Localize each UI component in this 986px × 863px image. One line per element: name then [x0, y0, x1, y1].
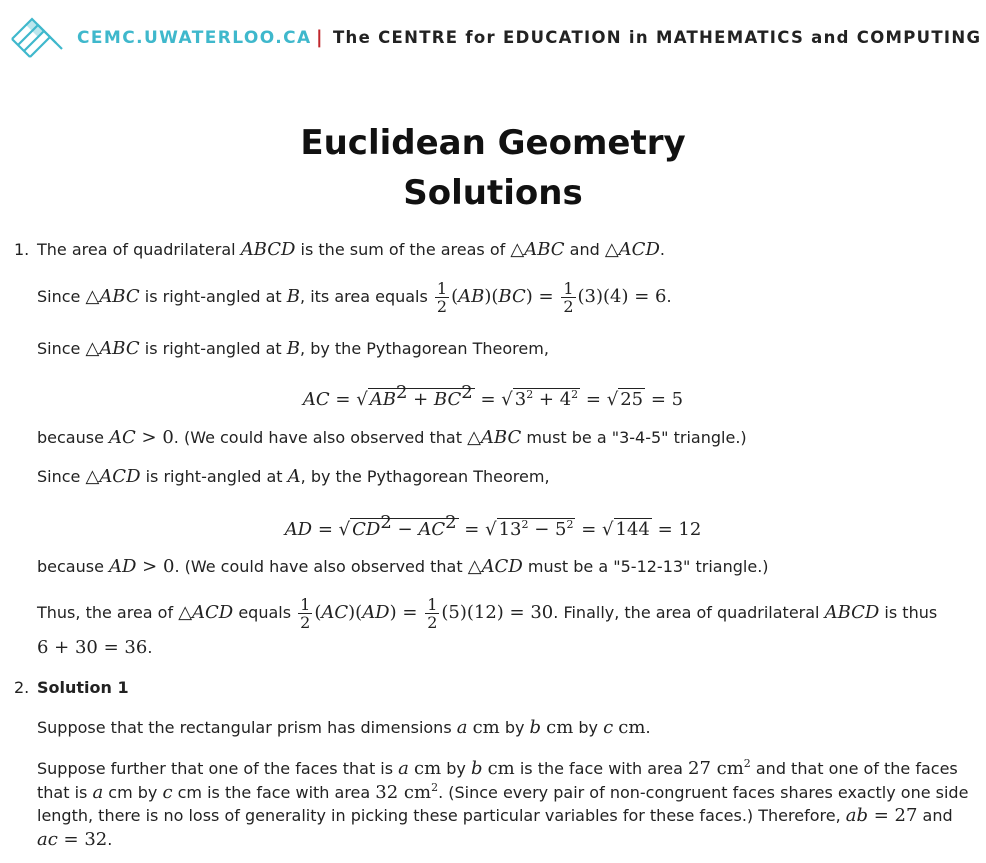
site-header [0, 0, 986, 78]
item1-line-2: Since △ABC is right-angled at B, its area equals $\frac{1}{2}$ (AB)(BC) = $\frac{1}{2}$ (3)(4) = 6. [37, 279, 672, 316]
item2-line-1: Suppose that the rectangular prism has dimensions a cm by b cm by c cm. [37, 717, 651, 738]
item2-line-4: length, there is no loss of generality in picking these particular variables for these faces.) Therefore, ab = 27 and [37, 805, 953, 826]
site-link[interactable]: CEMC.UWATERLOO.CA [77, 28, 312, 48]
page-title-line-1: Euclidean Geometry [300, 123, 686, 163]
item1-equation-ac: AC = √ $AB^2 + BC^2$ = √ $3^2 + 4^2$ = √ 25 = 5 [302, 382, 684, 410]
item1-line-6: because AD > 0. (We could have also observed that △ACD must be a "5-12-13" triangle.) [37, 556, 769, 577]
item1-line-7: Thus, the area of △ACD equals $\frac{1}{2}$ (AC)(AD) = $\frac{1}{2}$ (5)(12) = 30. Finally, the area of quadrilateral ABCD is thus [37, 595, 938, 632]
item-number-2: 2. [14, 678, 30, 697]
header-separator: | [316, 27, 323, 48]
item2-heading [37, 678, 129, 697]
item1-line-3: Since △ABC is right-angled at B, by the Pythagorean Theorem, [37, 338, 549, 359]
item1-line-8: 6 + 30 = 36. [37, 637, 153, 658]
item2-line-3: that is a cm by c cm is the face with area 32 $cm^2$. (Since every pair of non-congruent faces shares exactly one side [37, 781, 969, 803]
item1-equation-ad: AD = √ $CD^2 - AC^2$ = √ $13^2 - 5^2$ = √ 144 = 12 [284, 512, 702, 540]
item2-line-5: ac = 32. [37, 829, 113, 850]
page-title-line-2: Solutions [403, 173, 583, 213]
item1-line-4: because AC > 0. (We could have also observed that △ABC must be a "3-4-5" triangle.) [37, 427, 747, 448]
cemc-logo-icon[interactable] [10, 13, 66, 61]
page-title [0, 118, 986, 218]
item1-line-5: Since △ACD is right-angled at A, by the Pythagorean Theorem, [37, 466, 550, 487]
item1-line-1: The area of quadrilateral ABCD is the sum of the areas of △ABC and △ACD. [37, 239, 665, 260]
item2-line-2: Suppose further that one of the faces that is a cm by b cm is the face with area 27 $cm^2$ and that one of the faces [37, 757, 958, 779]
item-number-1: 1. [14, 240, 30, 259]
solution-heading: Solution 1 [37, 678, 129, 697]
header-tagline: The CENTRE for EDUCATION in MATHEMATICS and COMPUTING [333, 28, 982, 47]
